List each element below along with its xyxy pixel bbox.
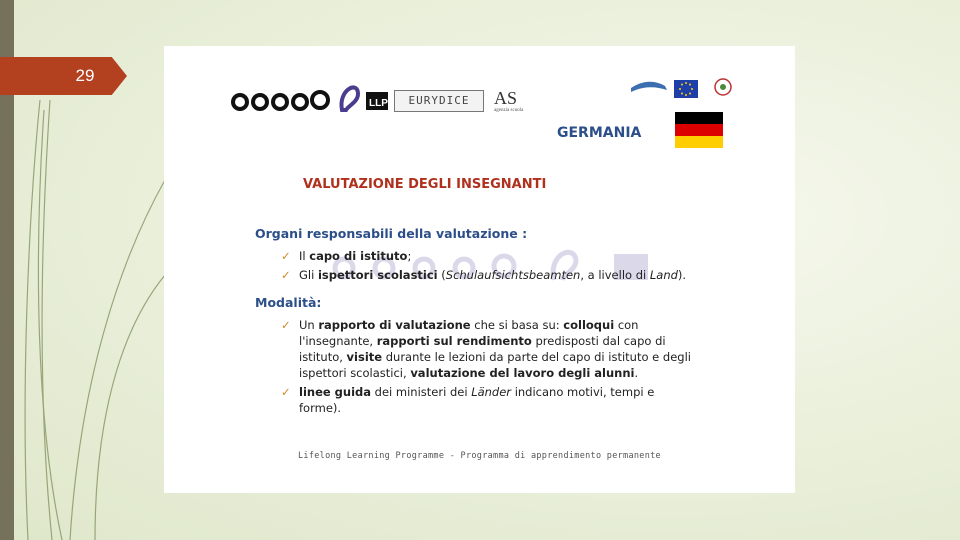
country-label: GERMANIA — [557, 125, 642, 141]
as-logo-caption: agenzia scuola — [494, 108, 524, 113]
eurydice-logo: EURYDICE — [394, 90, 484, 112]
list-item: ✓ Un rapporto di valutazione che si basa su: colloqui con l'insegnante, rapporti sul rendimento predisposti dal capo di istituto, visite durante le lezioni da parte del capo di istituto e degli ispettori scolastici, valutazione del lavoro degli alunni. — [281, 318, 691, 380]
modalita-list — [255, 317, 695, 416]
lifelong-agency-icon — [631, 82, 667, 92]
section-heading-organi: Organi responsabili della valutazione : — [255, 226, 528, 241]
list-item: ✓ Il capo di istituto; — [281, 249, 412, 263]
list-item: ✓ linee guida dei ministeri dei Länder indicano motivi, tempi e forme). — [281, 385, 655, 415]
footer-text: Lifelong Learning Programme - Programma di apprendimento permanente — [298, 451, 661, 461]
llp-label: LLP — [369, 98, 388, 109]
checkmark-icon: ✓ — [281, 318, 291, 332]
section-heading-modalita: Modalità: — [255, 295, 322, 310]
checkmark-icon: ✓ — [281, 385, 291, 399]
germany-flag-icon — [675, 112, 723, 148]
slide-content-image — [164, 46, 795, 493]
lifelong-learning-logo — [230, 80, 390, 114]
organi-list — [255, 248, 695, 283]
as-logo — [494, 86, 524, 108]
slide-title: VALUTAZIONE DEGLI INSEGNANTI — [303, 177, 547, 192]
svg-text:AS: AS — [494, 88, 518, 108]
eu-logos — [629, 76, 739, 104]
checkmark-icon: ✓ — [281, 268, 291, 282]
checkmark-icon: ✓ — [281, 249, 291, 263]
list-item: ✓ Gli ispettori scolastici (Schulaufsichtsbeamten, a livello di Land). — [281, 268, 687, 282]
main-text — [255, 226, 695, 419]
slide-number: 29 — [75, 66, 95, 85]
